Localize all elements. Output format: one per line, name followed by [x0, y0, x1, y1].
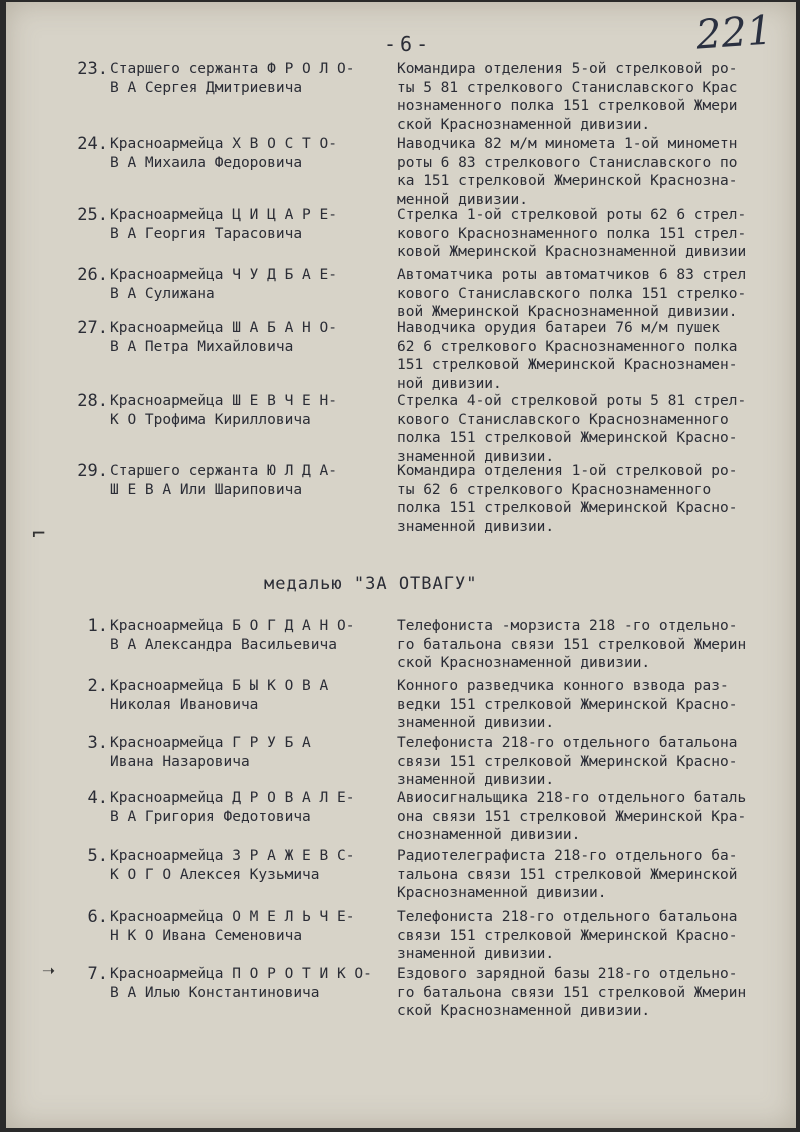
entry-description: Телефониста 218-го отдельного батальона связи 151 стрелковой Жмеринской Красно- знаменной дивизии.	[397, 909, 738, 962]
entry-number: 29.	[77, 461, 108, 481]
entry-name: Красноармейца П О Р О Т И К О- В А Илью Константиновича	[110, 966, 372, 1001]
entry-name: Красноармейца Д Р О В А Л Е- В А Григория Федотовича	[110, 790, 355, 825]
entry-name: Красноармейца Ш А Б А Н О- В А Петра Михайловича	[110, 320, 337, 355]
entry-number: 6.	[87, 907, 108, 927]
entry-number: 25.	[77, 205, 108, 225]
entry-description: Телефониста 218-го отдельного батальона связи 151 стрелковой Жмеринской Красно- знаменной дивизии.	[397, 735, 738, 788]
entry-name: Красноармейца Ч У Д Б А Е- В А Сулижана	[110, 267, 337, 302]
entry-description: Командира отделения 1-ой стрелковой ро- ты 62 6 стрелкового Краснознаменного полка 151 стрелковой Жмеринской Красно- знаменной дивизии.	[397, 463, 738, 535]
entry-description: Автоматчика роты автоматчиков 6 83 стрел кового Станиславского полка 151 стрелко- вой Жмеринской Краснознаменной дивизии.	[397, 267, 747, 320]
entry-name: Красноармейца Б О Г Д А Н О- В А Александра Васильевича	[110, 618, 355, 653]
entry-name: Красноармейца Б Ы К О В А Николая Ивановича	[110, 678, 329, 713]
entry-number: 4.	[87, 788, 108, 808]
entry-description: Конного разведчика конного взвода раз- ведки 151 стрелковой Жмеринской Красно- знаменной дивизии.	[397, 678, 738, 731]
entry-description: Авиосигнальщика 218-го отдельного баталь она связи 151 стрелковой Жмеринской Кра- снознаменной дивизии.	[397, 790, 747, 843]
page-number: -6-	[384, 32, 433, 56]
entry-description: Телефониста -морзиста 218 -го отдельно- го батальона связи 151 стрелковой Жмерин ской Краснознаменной дивизии.	[397, 618, 747, 671]
entry-name: Красноармейца Х В О С Т О- В А Михаила Федоровича	[110, 136, 337, 171]
entry-name: Красноармейца Г Р У Б А Ивана Назаровича	[110, 735, 311, 770]
entry-number: 1.	[87, 616, 108, 636]
entry-name: Красноармейца З Р А Ж Е В С- К О Г О Алексея Кузьмича	[110, 848, 355, 883]
entry-description: Наводчика 82 м/м миномета 1-ой минометн роты 6 83 стрелкового Станиславского по ка 151 стрелковой Жмеринской Краснозна- менной дивизии.	[397, 136, 738, 208]
entry-name: Красноармейца О М Е Л Ь Ч Е- Н К О Ивана Семеновича	[110, 909, 355, 944]
entry-name: Старшего сержанта Ф Р О Л О- В А Сергея Дмитриевича	[110, 61, 355, 96]
margin-mark-arrow: ➝	[42, 960, 56, 985]
entry-number: 3.	[87, 733, 108, 753]
entry-description: Ездового зарядной базы 218-го отдельно- го батальона связи 151 стрелковой Жмерин ской Краснознаменной дивизии.	[397, 966, 747, 1019]
entry-number: 27.	[77, 318, 108, 338]
entry-description: Радиотелеграфиста 218-го отдельного ба- тальона связи 151 стрелковой Жмеринской Краснознаменной дивизии.	[397, 848, 738, 901]
entry-description: Наводчика орудия батареи 76 м/м пушек 62 6 стрелкового Краснознаменного полка 151 стрелковой Жмеринской Краснознамен- ной дивизии.	[397, 320, 738, 392]
entry-number: 7.	[87, 964, 108, 984]
entry-number: 5.	[87, 846, 108, 866]
entry-description: Командира отделения 5-ой стрелковой ро- ты 5 81 стрелкового Станиславского Крас нознаменного полка 151 стрелковой Жмери ской Краснознаменной дивизии.	[397, 61, 738, 133]
section-heading: медалью "ЗА ОТВАГУ"	[264, 574, 478, 594]
entry-description: Стрелка 4-ой стрелковой роты 5 81 стрел- кового Станиславского Краснознаменного полка 151 стрелковой Жмеринской Красно- знаменной дивизии.	[397, 393, 747, 465]
entry-number: 2.	[87, 676, 108, 696]
margin-mark: ⌐	[32, 522, 46, 547]
entry-description: Стрелка 1-ой стрелковой роты 62 6 стрел- кового Краснознаменного полка 151 стрел- ковой Жмеринской Краснознаменной дивизии	[397, 207, 747, 260]
entry-number: 26.	[77, 265, 108, 285]
entry-name: Красноармейца Ц И Ц А Р Е- В А Георгия Тарасовича	[110, 207, 337, 242]
entry-number: 28.	[77, 391, 108, 411]
entry-name: Красноармейца Ш Е В Ч Е Н- К О Трофима Кирилловича	[110, 393, 337, 428]
entry-number: 23.	[77, 59, 108, 79]
archive-number: 221	[694, 7, 774, 59]
entry-number: 24.	[77, 134, 108, 154]
document-page	[6, 2, 796, 1128]
entry-name: Старшего сержанта Ю Л Д А- Ш Е В А Или Шариповича	[110, 463, 337, 498]
